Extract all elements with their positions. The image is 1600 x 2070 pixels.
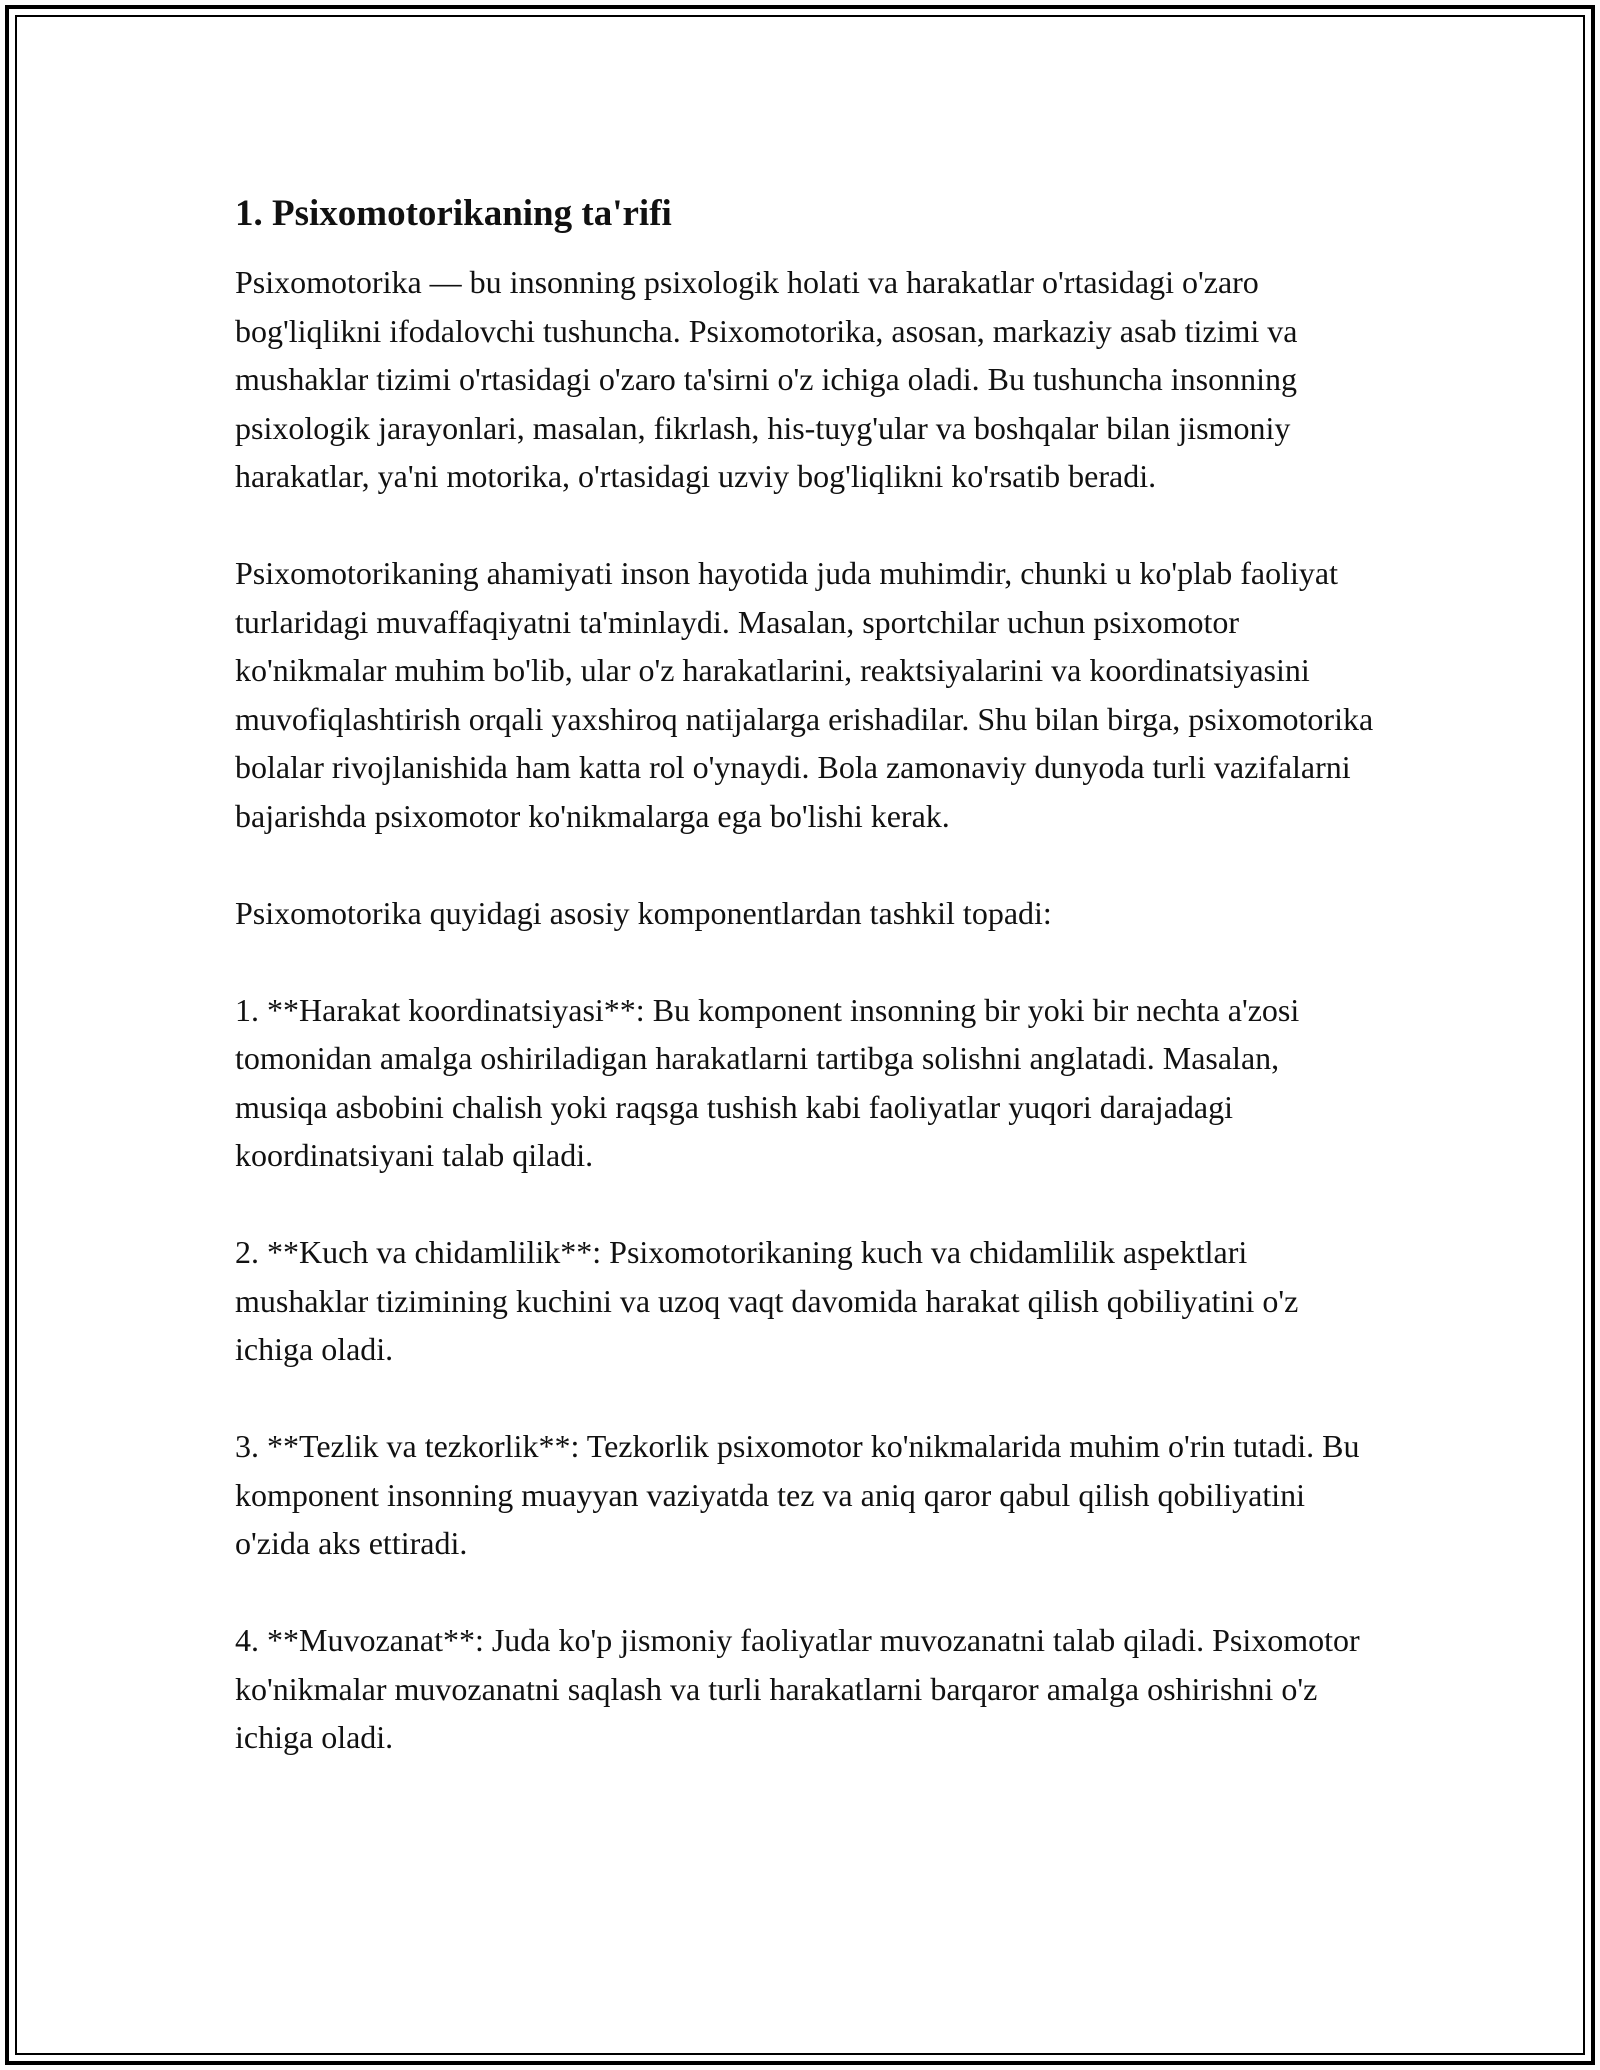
- list-item-balance: 4. **Muvozanat**: Juda ko'p jismoniy faoliyatlar muvozanatni talab qiladi. Psixomotor ko'nikmalar muvozanatni saqlash va turli harakatlarni barqaror amalga oshirishni o'z ichiga oladi.: [235, 1622, 1360, 1755]
- paragraph-definition: Psixomotorika — bu insonning psixologik holati va harakatlar o'rtasidagi o'zaro bog'liqlikni ifodalovchi tushuncha. Psixomotorika, asosan, markaziy asab tizimi va mushaklar tizimi o'rtasidagi o'zaro ta'sirni o'z ichiga oladi. Bu tushuncha insonning psixologik jarayonlari, masalan, fikrlash, his-tuyg'ular va boshqalar bilan jismoniy harakatlar, ya'ni motorika, o'rtasidagi uzviy bog'liqlikni ko'rsatib beradi.: [235, 264, 1298, 494]
- list-item-speed: 3. **Tezlik va tezkorlik**: Tezkorlik psixomotor ko'nikmalarida muhim o'rin tutadi. Bu komponent insonning muayyan vaziyatda tez va aniq qaror qabul qilish qobiliyatini o'zida aks ettiradi.: [235, 1428, 1360, 1561]
- section-heading: 1. Psixomotorikaning ta'rifi: [235, 193, 672, 234]
- list-item-strength: 2. **Kuch va chidamlilik**: Psixomotorikaning kuch va chidamlilik aspektlari mushaklar tizimining kuchini va uzoq vaqt davomida harakat qilish qobiliyatini o'z ichiga oladi.: [235, 1234, 1299, 1367]
- document-body: [235, 188, 1375, 1762]
- paragraph-components-intro: Psixomotorika quyidagi asosiy komponentlardan tashkil topadi:: [235, 894, 1052, 931]
- paragraph-importance: Psixomotorikaning ahamiyati inson hayotida juda muhimdir, chunki u ko'plab faoliyat turlaridagi muvaffaqiyatni ta'minlaydi. Masalan, sportchilar uchun psixomotor ko'nikmalar muhim bo'lib, ular o'z harakatlarini, reaktsiyalarini va koordinatsiyasini muvofiqlashtirish orqali yaxshiroq natijalarga erishadilar. Shu bilan birga, psixomotorika bolalar rivojlanishida ham katta rol o'ynaydi. Bola zamonaviy dunyoda turli vazifalarni bajarishda psixomotor ko'nikmalarga ega bo'lishi kerak.: [235, 555, 1374, 834]
- list-item-coordination: 1. **Harakat koordinatsiyasi**: Bu komponent insonning bir yoki bir nechta a'zosi tomonidan amalga oshiriladigan harakatlarni tartibga solishni anglatadi. Masalan, musiqa asbobini chalish yoki raqsga tushish kabi faoliyatlar yuqori darajadagi koordinatsiyani talab qiladi.: [235, 991, 1300, 1173]
